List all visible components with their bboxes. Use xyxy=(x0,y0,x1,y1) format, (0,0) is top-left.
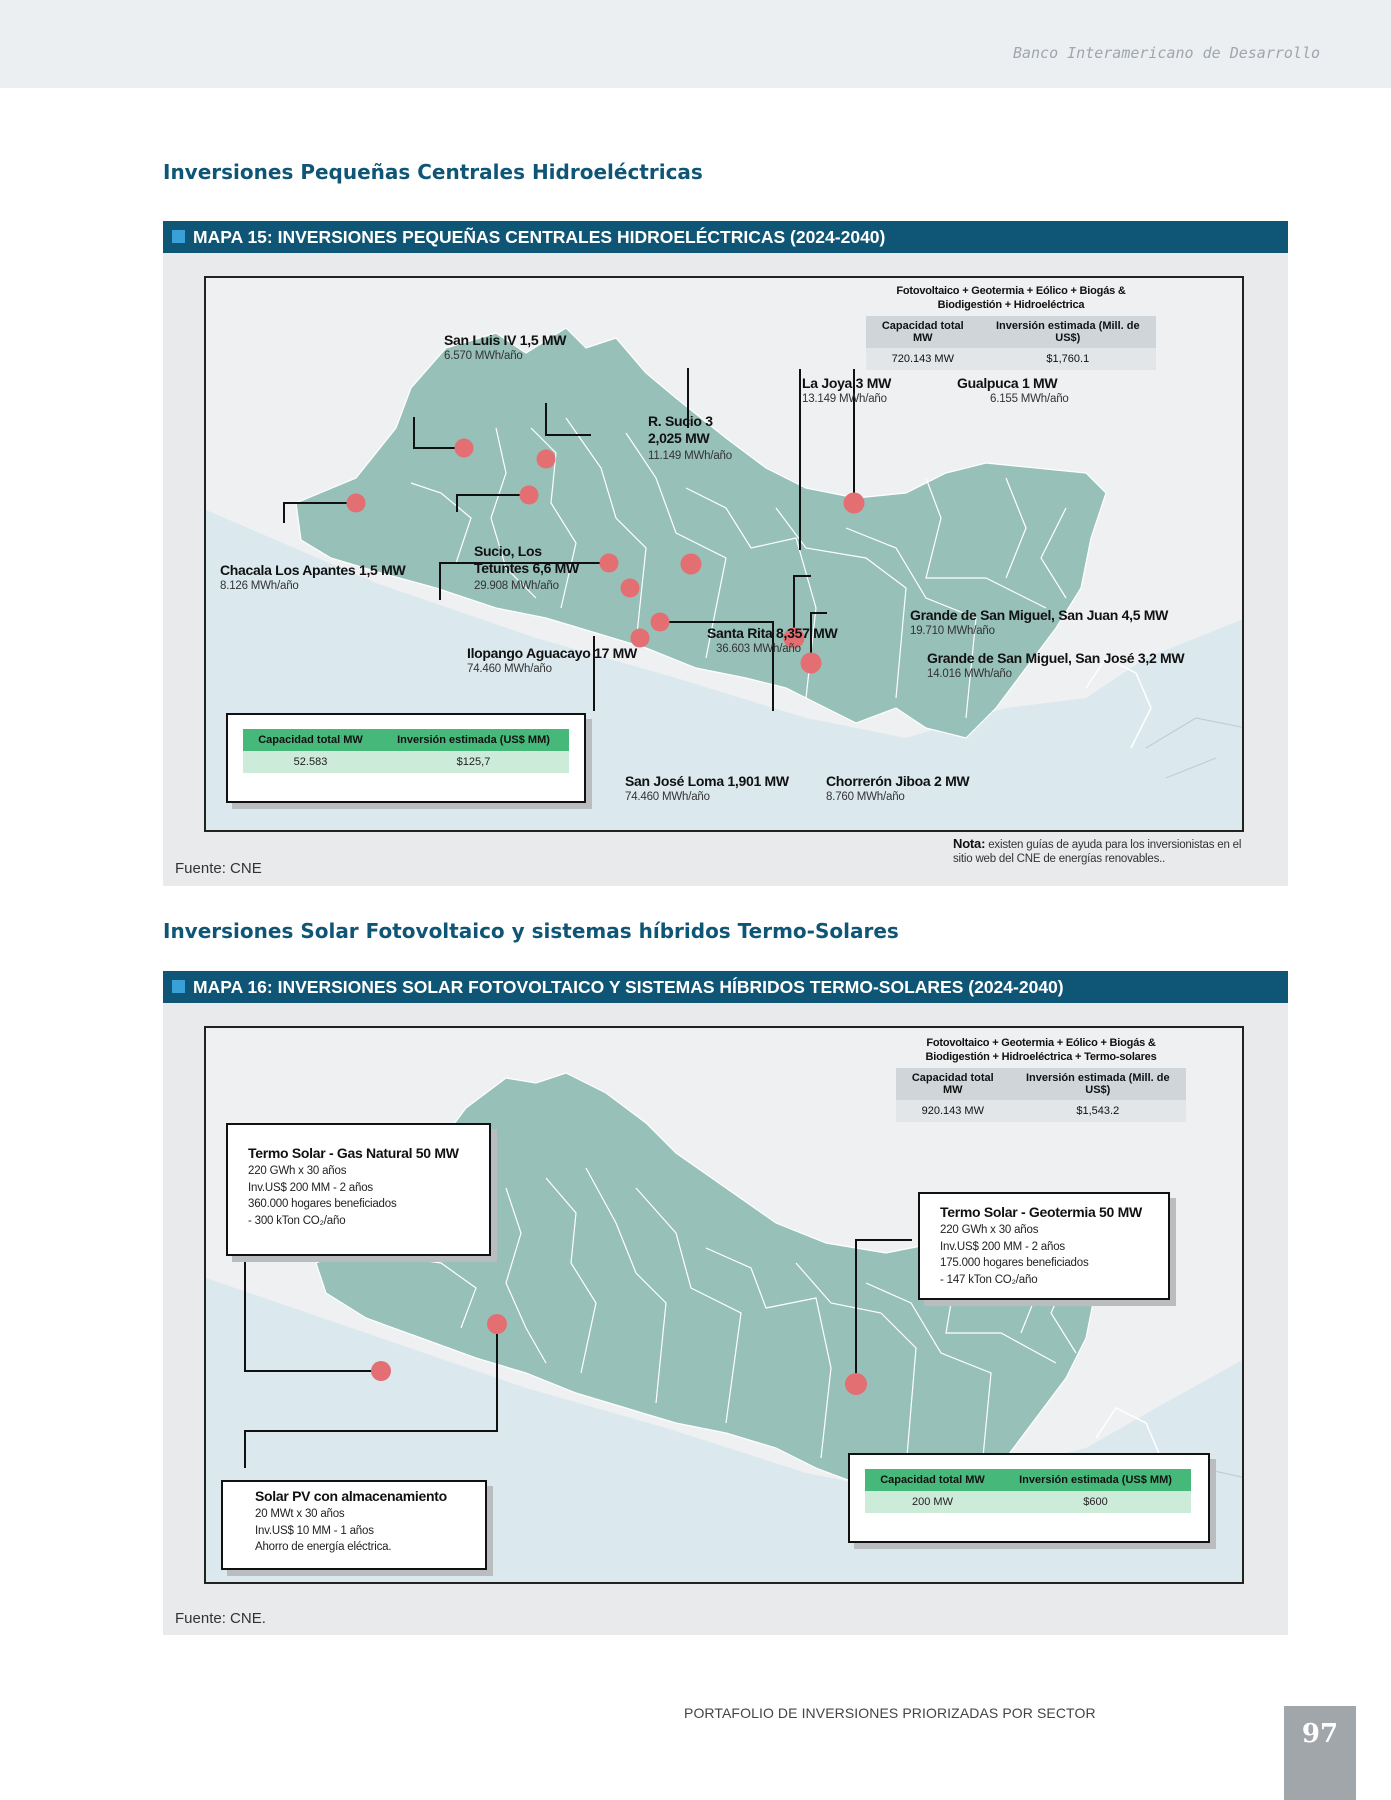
map16-totals-table xyxy=(896,1068,1186,1122)
label-chacala: Chacala Los Apantes 1,5 MW xyxy=(220,562,406,578)
value-r-sucio: 11.149 MWh/año xyxy=(648,450,732,462)
termo-gas-box xyxy=(226,1123,491,1256)
label-san-juan: Grande de San Miguel, San Juan 4,5 MW xyxy=(910,607,1169,623)
map15-panel xyxy=(163,253,1288,886)
map15-title: MAPA 15: INVERSIONES PEQUEÑAS CENTRALES HIDROELÉCTRICAS (2024-2040) xyxy=(193,227,886,247)
termo-gas-line1: 220 GWh x 30 años xyxy=(248,1165,347,1177)
header-organization: Banco Interamericano de Desarrollo xyxy=(1012,44,1320,62)
map15-nota xyxy=(953,837,1253,866)
label-chorreron: Chorrerón Jiboa 2 MW xyxy=(826,773,970,789)
map15-title-bar xyxy=(163,221,1288,253)
map16-title-bar xyxy=(163,971,1288,1003)
map16-summary-table xyxy=(865,1469,1191,1513)
termo-geo-line1: 220 GWh x 30 años xyxy=(940,1224,1039,1236)
value-chacala: 8.126 MWh/año xyxy=(220,580,299,592)
value-san-jose: 14.016 MWh/año xyxy=(927,668,1012,680)
map16-totals-val2: $1,543.2 xyxy=(1010,1100,1186,1122)
solar-pv-line2: Inv.US$ 10 MM - 1 años xyxy=(255,1524,374,1537)
map15-totals-val1: 720.143 MW xyxy=(866,348,980,370)
termo-geo-line3: 175.000 hogares beneficiados xyxy=(940,1257,1089,1269)
map15-totals-col1: Capacidad total MW xyxy=(866,316,980,348)
map15-summary-val2: $125,7 xyxy=(378,751,569,773)
map15-summary-val1: 52.583 xyxy=(243,751,378,773)
section2-title: Inversiones Solar Fotovoltaico y sistemas híbridos Termo-Solares xyxy=(163,919,899,943)
value-ilopango: 74.460 MWh/año xyxy=(467,663,552,675)
map16-summary-col1: Capacidad total MW xyxy=(865,1469,1000,1491)
termo-gas-line4: - 300 kTon CO₂/año xyxy=(248,1214,346,1227)
map15-summary-table xyxy=(243,729,569,773)
map15-totals-table xyxy=(866,316,1156,370)
map16-summary-col2: Inversión estimada (US$ MM) xyxy=(1000,1469,1191,1491)
termo-geo-box xyxy=(918,1192,1170,1300)
solar-pv-box xyxy=(221,1480,487,1570)
termo-geo-line4: - 147 kTon CO₂/año xyxy=(940,1273,1038,1286)
footer-text: PORTAFOLIO DE INVERSIONES PRIORIZADAS POR SECTOR xyxy=(684,1705,1096,1721)
value-san-jose-loma: 74.460 MWh/año xyxy=(625,791,710,803)
map15-summary-col1: Capacidad total MW xyxy=(243,729,378,751)
map16-panel xyxy=(163,1003,1288,1635)
label-santa-rita: Santa Rita 8,357 MW xyxy=(707,625,838,641)
map16-summary-box xyxy=(848,1453,1210,1543)
value-santa-rita: 36.603 MWh/año xyxy=(716,643,801,655)
label-san-jose-loma: San José Loma 1,901 MW xyxy=(625,773,789,789)
map15-frame xyxy=(204,276,1244,832)
label-r-sucio: R. Sucio 3 2,025 MW xyxy=(648,413,713,446)
map16-totals-col1: Capacidad total MW xyxy=(896,1068,1010,1100)
map16-totals-header: Fotovoltaico + Geotermia + Eólico + Biogás & Biodigestión + Hidroeléctrica + Termo-solares xyxy=(925,1037,1157,1063)
value-la-joya: 13.149 MWh/año xyxy=(802,393,887,405)
map16-source: Fuente: CNE. xyxy=(175,1610,266,1627)
map15-totals-header: Fotovoltaico + Geotermia + Eólico + Biogás & Biodigestión + Hidroeléctrica xyxy=(896,285,1126,311)
value-san-luis: 6.570 MWh/año xyxy=(444,350,523,362)
termo-gas-title: Termo Solar - Gas Natural 50 MW xyxy=(248,1145,459,1161)
label-san-jose: Grande de San Miguel, San José 3,2 MW xyxy=(927,650,1185,666)
map15-source: Fuente: CNE xyxy=(175,860,262,877)
map16-totals-col2: Inversión estimada (Mill. de US$) xyxy=(1010,1068,1186,1100)
nota-text: existen guías de ayuda para los inversionistas en el sitio web del CNE de energías renovables.. xyxy=(953,839,1242,865)
map16-summary-val2: $600 xyxy=(1000,1491,1191,1513)
map15-totals xyxy=(866,284,1156,370)
square-bullet-icon xyxy=(172,230,185,243)
map15-summary-box xyxy=(226,713,586,803)
value-sucio-tetuntes: 29.908 MWh/año xyxy=(474,580,559,592)
value-san-juan: 19.710 MWh/año xyxy=(910,625,995,637)
label-san-luis: San Luis IV 1,5 MW xyxy=(444,332,567,348)
value-gualpuca: 6.155 MWh/año xyxy=(990,393,1069,405)
termo-gas-line2: Inv.US$ 200 MM - 2 años xyxy=(248,1181,373,1194)
solar-pv-title: Solar PV con almacenamiento xyxy=(255,1488,447,1504)
solar-pv-line3: Ahorro de energía eléctrica. xyxy=(255,1541,392,1553)
label-gualpuca: Gualpuca 1 MW xyxy=(957,375,1058,391)
solar-pv-line1: 20 MWt x 30 años xyxy=(255,1508,345,1520)
termo-geo-title: Termo Solar - Geotermia 50 MW xyxy=(940,1204,1142,1220)
map15-summary-col2: Inversión estimada (US$ MM) xyxy=(378,729,569,751)
map16-totals-val1: 920.143 MW xyxy=(896,1100,1010,1122)
termo-geo-line2: Inv.US$ 200 MM - 2 años xyxy=(940,1240,1065,1253)
map15-totals-val2: $1,760.1 xyxy=(980,348,1156,370)
label-la-joya: La Joya 3 MW xyxy=(802,375,891,391)
map16-totals xyxy=(896,1036,1186,1122)
value-chorreron: 8.760 MWh/año xyxy=(826,791,905,803)
square-bullet-icon xyxy=(172,980,185,993)
section1-title: Inversiones Pequeñas Centrales Hidroeléctricas xyxy=(163,160,703,184)
map16-frame xyxy=(204,1026,1244,1584)
map16-summary-val1: 200 MW xyxy=(865,1491,1000,1513)
page-number: 97 xyxy=(1284,1706,1356,1800)
label-ilopango: Ilopango Aguacayo 17 MW xyxy=(467,645,637,661)
map15-totals-col2: Inversión estimada (Mill. de US$) xyxy=(980,316,1156,348)
termo-gas-line3: 360.000 hogares beneficiados xyxy=(248,1198,397,1210)
label-sucio-tetuntes: Sucio, Los Tetuntes 6,6 MW xyxy=(474,543,579,576)
map16-title: MAPA 16: INVERSIONES SOLAR FOTOVOLTAICO Y SISTEMAS HÍBRIDOS TERMO-SOLARES (2024-2040) xyxy=(193,977,1064,997)
nota-label: Nota: xyxy=(953,836,986,851)
